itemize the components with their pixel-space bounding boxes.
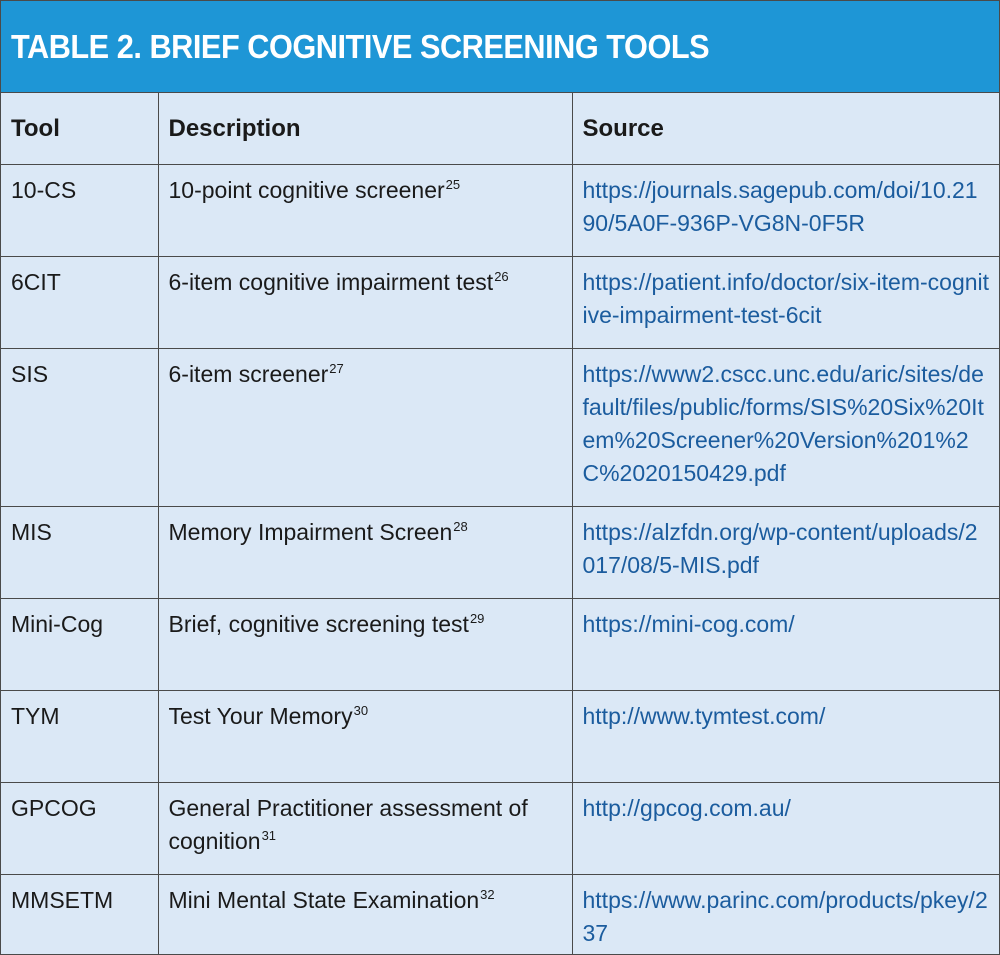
table-row — [1, 348, 999, 506]
description-text: Brief, cognitive screening test — [168, 610, 469, 637]
source-link[interactable]: http://www.tymtest.com/ — [572, 690, 999, 782]
tool-cell: 10-CS — [1, 164, 158, 256]
source-link[interactable]: https://patient.info/doctor/six-item-cognitive-impairment-test-6cit — [572, 256, 999, 348]
description-cell — [158, 690, 572, 782]
table-row — [1, 874, 999, 955]
reference-number: 30 — [353, 702, 369, 718]
screening-tools-table — [1, 93, 999, 955]
column-header-tool: Tool — [1, 93, 158, 164]
source-link[interactable]: https://journals.sagepub.com/doi/10.2190/5A0F-936P-VG8N-0F5R — [572, 164, 999, 256]
table-row — [1, 256, 999, 348]
column-header-description: Description — [158, 93, 572, 164]
description-cell — [158, 348, 572, 506]
tool-cell: SIS — [1, 348, 158, 506]
description-cell — [158, 506, 572, 598]
table-row — [1, 164, 999, 256]
description-text: General Practitioner assessment of cognition — [168, 794, 528, 854]
tool-cell: 6CIT — [1, 256, 158, 348]
source-link[interactable]: https://mini-cog.com/ — [572, 598, 999, 690]
column-header-source: Source — [572, 93, 999, 164]
description-cell — [158, 164, 572, 256]
description-cell — [158, 782, 572, 874]
table-row — [1, 782, 999, 874]
tool-cell: MMSETM — [1, 874, 158, 955]
description-cell — [158, 598, 572, 690]
description-text: 6-item screener — [168, 360, 329, 387]
description-cell — [158, 874, 572, 955]
source-link[interactable]: https://www2.cscc.unc.edu/aric/sites/default/files/public/forms/SIS%20Six%20Item%20Screener%20Version%201%2C%2020150429.pdf — [572, 348, 999, 506]
source-link[interactable]: http://gpcog.com.au/ — [572, 782, 999, 874]
description-text: Test Your Memory — [168, 702, 353, 729]
table-row — [1, 598, 999, 690]
tool-cell: MIS — [1, 506, 158, 598]
table-row — [1, 506, 999, 598]
tool-cell: Mini-Cog — [1, 598, 158, 690]
description-text: Memory Impairment Screen — [168, 518, 453, 545]
table-title: TABLE 2. BRIEF COGNITIVE SCREENING TOOLS — [11, 27, 710, 65]
reference-number: 31 — [261, 827, 277, 843]
reference-number: 27 — [329, 360, 344, 376]
table-title-bar — [1, 1, 999, 93]
table-row — [1, 690, 999, 782]
reference-number: 32 — [480, 886, 495, 902]
reference-number: 25 — [445, 176, 461, 192]
description-text: 6-item cognitive impairment test — [168, 268, 494, 295]
reference-number: 28 — [453, 518, 468, 534]
header-row — [1, 93, 999, 164]
description-cell — [158, 256, 572, 348]
description-text: 10-point cognitive screener — [168, 176, 445, 203]
tool-cell: TYM — [1, 690, 158, 782]
description-text: Mini Mental State Examination — [168, 886, 480, 913]
source-link[interactable]: https://www.parinc.com/products/pkey/237 — [572, 874, 999, 955]
source-link[interactable]: https://alzfdn.org/wp-content/uploads/2017/08/5-MIS.pdf — [572, 506, 999, 598]
reference-number: 29 — [469, 610, 485, 626]
reference-number: 26 — [494, 268, 509, 284]
tool-cell: GPCOG — [1, 782, 158, 874]
